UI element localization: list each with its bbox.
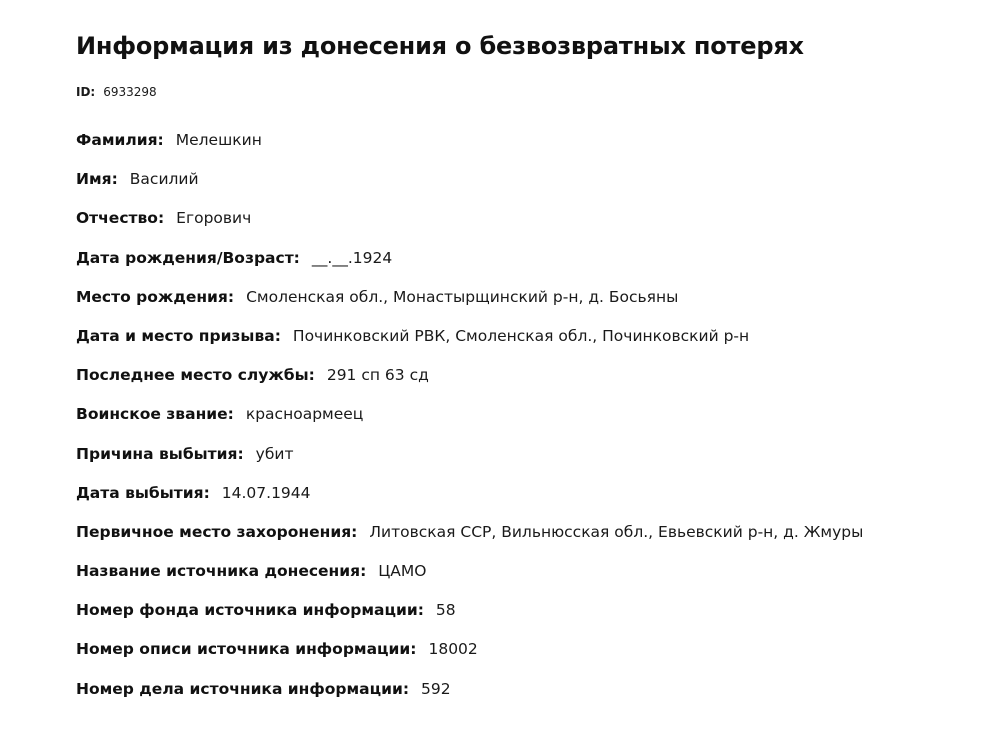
field-label: Дата и место призыва:	[76, 326, 281, 345]
field-label: Последнее место службы:	[76, 366, 315, 385]
field-value: 592	[421, 679, 451, 698]
field-label: Дата выбытия:	[76, 483, 210, 502]
field-loss-date	[76, 483, 963, 522]
record-id	[76, 84, 963, 100]
field-value: __.__.1924	[311, 248, 393, 267]
field-value: Литовская ССР, Вильнюсская обл., Евьевский р-н, д. Жмуры	[369, 522, 864, 541]
field-fund-number	[76, 600, 963, 639]
field-label: Номер описи источника информации:	[76, 640, 417, 659]
field-last-service	[76, 365, 963, 404]
field-value: Смоленская обл., Монастырщинский р-н, д. Босьяны	[246, 287, 679, 306]
field-reason	[76, 444, 963, 483]
record-fields	[76, 130, 963, 718]
field-label: Номер дела источника информации:	[76, 679, 410, 698]
field-patronymic	[76, 208, 963, 247]
record-page	[76, 28, 963, 718]
field-first-name	[76, 169, 963, 208]
field-value: красноармеец	[245, 405, 364, 424]
field-rank	[76, 404, 963, 443]
field-value: Мелешкин	[175, 131, 262, 149]
field-label: Причина выбытия:	[76, 444, 244, 463]
field-case-number	[76, 679, 963, 718]
field-burial-place	[76, 522, 963, 561]
field-value: ЦАМО	[378, 562, 427, 581]
field-label: Фамилия:	[76, 131, 164, 149]
field-birth-place	[76, 287, 963, 326]
field-value: Починковский РВК, Смоленская обл., Починковский р-н	[292, 326, 750, 345]
field-surname	[76, 130, 963, 169]
field-value: 18002	[428, 640, 478, 659]
field-source-name	[76, 561, 963, 600]
field-label: Название источника донесения:	[76, 562, 367, 581]
field-birth-date	[76, 248, 963, 287]
field-label: Номер фонда источника информации:	[76, 601, 424, 620]
field-value: 58	[435, 601, 456, 620]
field-value: 291 сп 63 сд	[326, 366, 429, 385]
field-label: Дата рождения/Возраст:	[76, 248, 300, 267]
field-value: Егорович	[176, 209, 252, 228]
field-label: Имя:	[76, 170, 118, 189]
field-value: Василий	[129, 170, 199, 189]
field-conscription	[76, 326, 963, 365]
record-id-label: ID:	[76, 85, 96, 99]
field-label: Первичное место захоронения:	[76, 522, 358, 541]
field-label: Место рождения:	[76, 287, 235, 306]
page-title: Информация из донесения о безвозвратных потерях	[76, 32, 804, 60]
field-label: Воинское звание:	[76, 405, 234, 424]
field-value: убит	[255, 444, 294, 463]
field-label: Отчество:	[76, 209, 165, 228]
record-id-value: 6933298	[103, 85, 157, 99]
field-inventory-number	[76, 639, 963, 678]
field-value: 14.07.1944	[221, 483, 311, 502]
